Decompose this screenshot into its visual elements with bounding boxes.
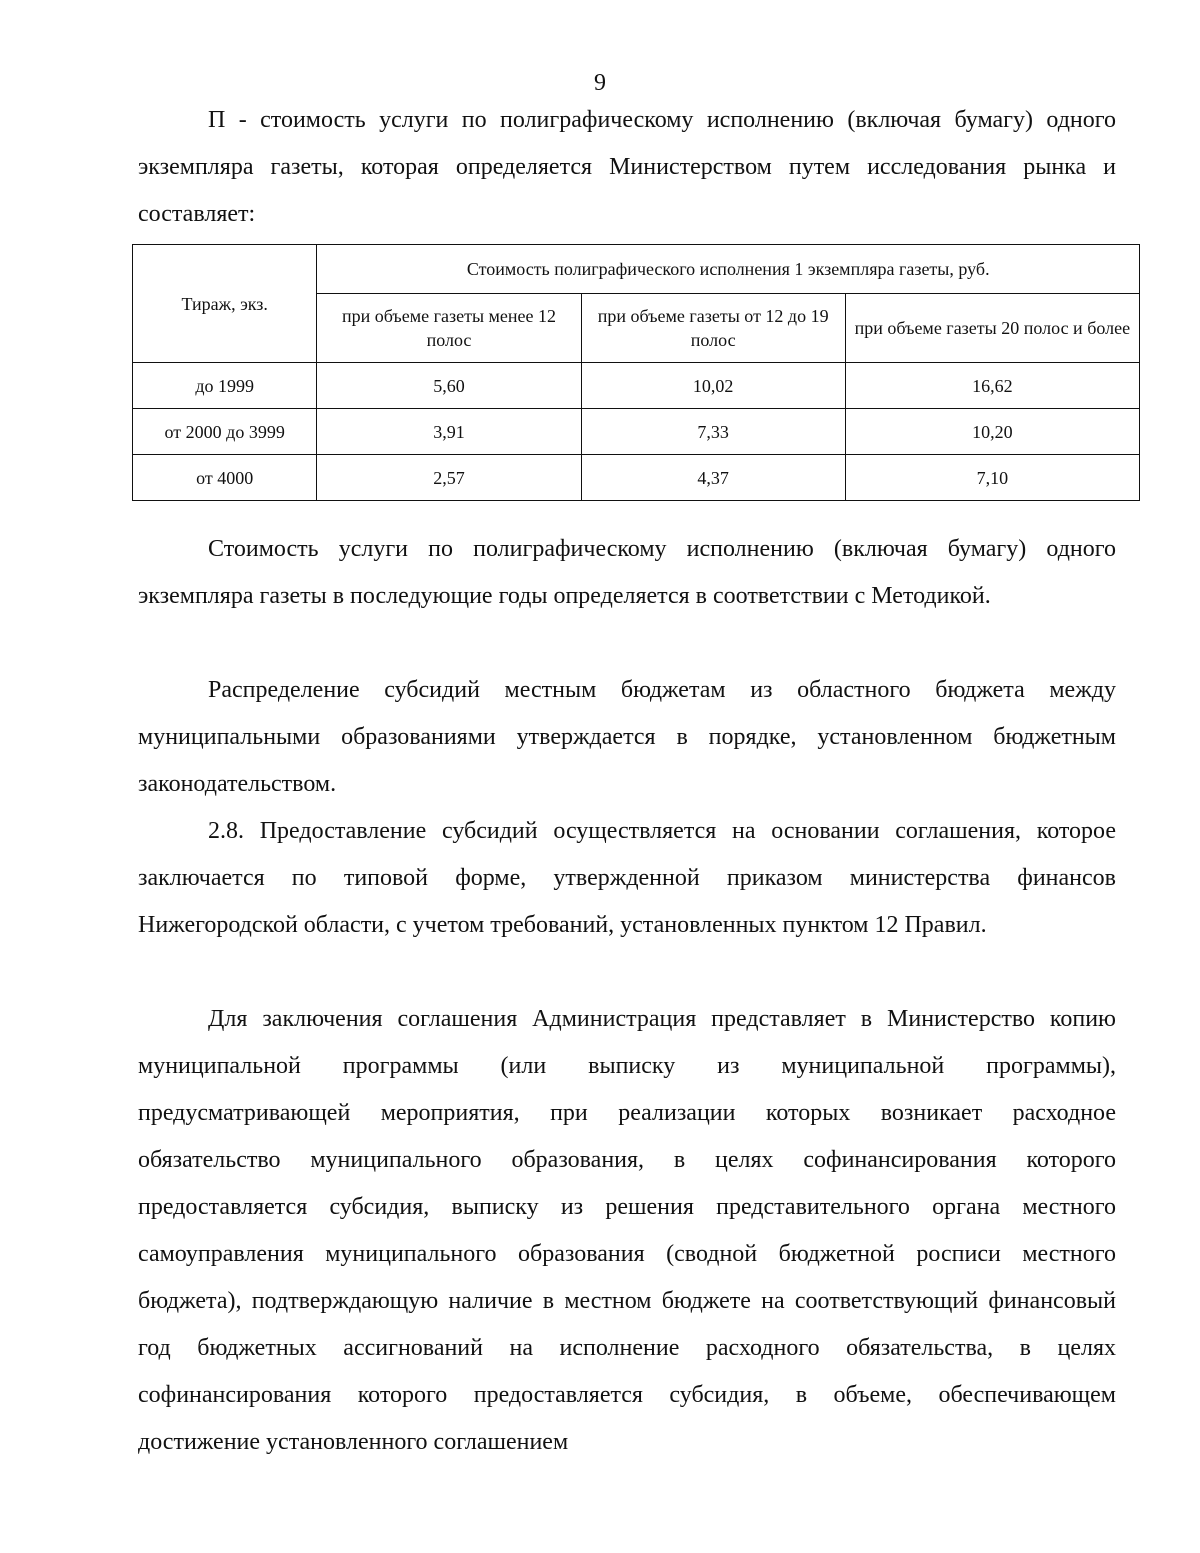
value-cell: 2,57 [317, 455, 581, 501]
page-number: 9 [594, 70, 606, 96]
subheader-12-19: при объеме газеты от 12 до 19 полос [581, 294, 845, 363]
tirazh-cell: от 2000 до 3999 [133, 409, 317, 455]
table-row [133, 363, 1140, 409]
value-cell: 3,91 [317, 409, 581, 455]
value-cell: 16,62 [845, 363, 1139, 409]
tirazh-header: Тираж, экз. [133, 245, 317, 363]
value-cell: 10,20 [845, 409, 1139, 455]
value-cell: 7,10 [845, 455, 1139, 501]
subheader-20-plus: при объеме газеты 20 полос и более [845, 294, 1139, 363]
paragraph-2-8: 2.8. Предоставление субсидий осуществляется на основании соглашения, которое заключается по типовой форме, утвержденной приказом министерства финансов Нижегородской области, с учетом требований, установленных пунктом 12 Правил. [138, 818, 1116, 938]
table-row [133, 455, 1140, 501]
paragraph-distribution: Распределение субсидий местным бюджетам из областного бюджета между муниципальными образованиями утверждается в порядке, установленном бюджетным законодательством. [138, 677, 1116, 797]
tirazh-cell: до 1999 [133, 363, 317, 409]
paragraph-agreement-docs: Для заключения соглашения Администрация представляет в Министерство копию муниципальной программы (или выписку из муниципальной программы), предусматривающей мероприятия, при реализации которых возникает расходное обязательство муниципального образования, в целях софинансирования которого предоставляется субсидия, выписку из решения представительного органа местного самоуправления муниципального образования (сводной бюджетной росписи местного бюджета), подтверждающую наличие в местном бюджете на соответствующий финансовый год бюджетных ассигнований на исполнение расходного обязательства, в целях софинансирования которого предоставляется субсидия, в объеме, обеспечивающем достижение установленного соглашением [138, 1006, 1116, 1455]
paragraph-cost-methodology: Стоимость услуги по полиграфическому исполнению (включая бумагу) одного экземпляра газеты в последующие годы определяется в соответствии с Методикой. [138, 536, 1116, 609]
intro-paragraph: П - стоимость услуги по полиграфическому исполнению (включая бумагу) одного экземпляра газеты, которая определяется Министерством путем исследования рынка и составляет: [138, 107, 1116, 227]
subheader-under-12: при объеме газеты менее 12 полос [317, 294, 581, 363]
cost-group-header: Стоимость полиграфического исполнения 1 экземпляра газеты, руб. [317, 245, 1140, 294]
value-cell: 7,33 [581, 409, 845, 455]
table-row [133, 409, 1140, 455]
tirazh-cell: от 4000 [133, 455, 317, 501]
value-cell: 5,60 [317, 363, 581, 409]
printing-cost-table [132, 244, 1140, 501]
value-cell: 10,02 [581, 363, 845, 409]
value-cell: 4,37 [581, 455, 845, 501]
